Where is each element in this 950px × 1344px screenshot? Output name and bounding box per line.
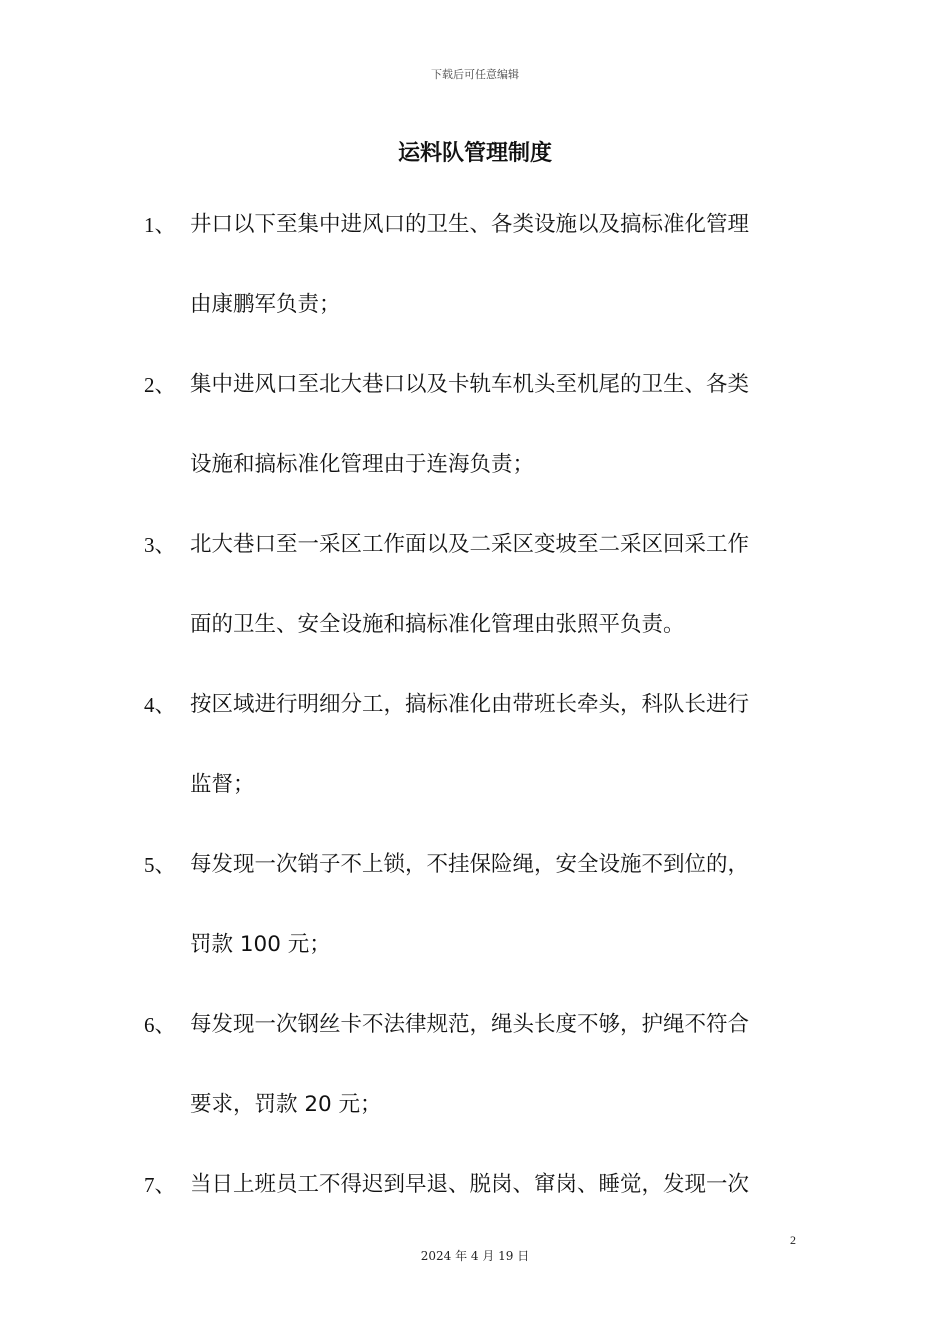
item-number: 4、 [144,693,176,717]
item-text-line: 由康鹏军负责； [190,292,341,317]
item-text-line: 每发现一次销子不上锁，不挂保险绳，安全设施不到位的， [190,852,750,877]
item-number: 6、 [144,1013,176,1037]
header-note: 下载后可任意编辑 [431,68,519,81]
footer-date: 2024 年 4 月 19 日 [420,1249,530,1263]
item-number: 1、 [144,213,176,237]
item-text-line: 要求，罚款 20 元； [190,1092,382,1117]
item-text-line: 北大巷口至一采区工作面以及二采区变坡至二采区回采工作 [190,532,750,557]
item-text-line: 集中进风口至北大巷口以及卡轨车机头至机尾的卫生、各类 [190,372,750,397]
item-text-line: 监督； [190,772,255,797]
item-text-line: 面的卫生、安全设施和搞标准化管理由张照平负责。 [190,612,685,637]
item-number: 2、 [144,373,176,397]
item-number: 3、 [144,533,176,557]
item-text-line: 按区域进行明细分工，搞标准化由带班长牵头，科队长进行 [190,692,750,717]
item-text-line: 设施和搞标准化管理由于连海负责； [190,452,535,477]
document-title: 运料队管理制度 [397,141,552,166]
item-text-line: 井口以下至集中进风口的卫生、各类设施以及搞标准化管理 [190,212,750,237]
item-number: 7、 [144,1173,176,1197]
item-text-line: 罚款 100 元； [190,932,331,957]
page-number: 2 [790,1233,796,1247]
item-number: 5、 [144,853,176,877]
item-text-line: 当日上班员工不得迟到早退、脱岗、窜岗、睡觉，发现一次 [190,1172,750,1197]
item-text-line: 每发现一次钢丝卡不法律规范，绳头长度不够，护绳不符合 [190,1012,750,1037]
